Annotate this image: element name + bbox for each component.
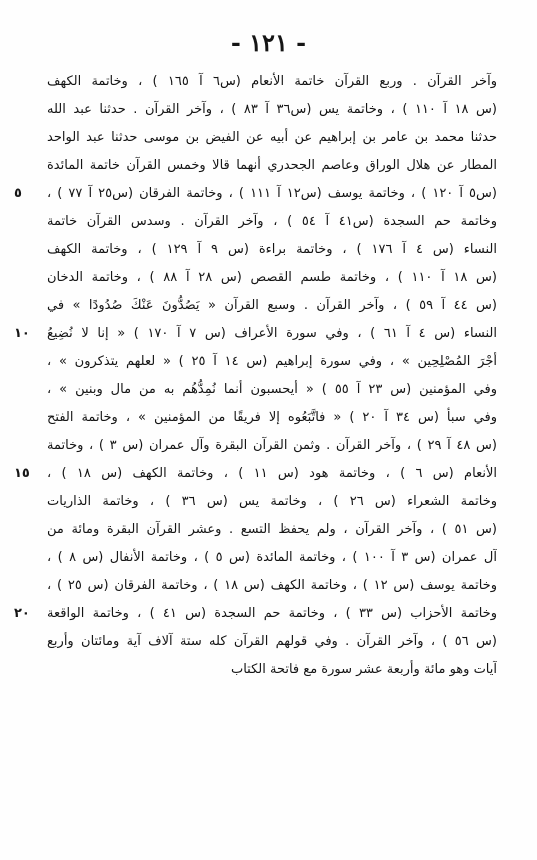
text-line-4: المطار عن هلال الوراق وعاصم الجحدري أنهما قالا وخمس القرآن خاتمة المائدة xyxy=(47,158,497,173)
text-line-14: (س ٤٨ آ ٢٩ ) ، وآخر القرآن . وثمن القرآن البقرة وآل عمران (س ٣ ) ، وخاتمة xyxy=(47,438,497,453)
text-line-20: وخاتمة الأحزاب (س ٣٣ ) ، وخاتمة حم السجدة (س ٤١ ) ، وخاتمة الواقعة xyxy=(47,606,497,621)
text-line-10: النساء (س ٤ آ ٦١ ) ، وفي سورة الأعراف (س ٧ آ ١٧٠ ) « إنا لا نُضِيعُ xyxy=(47,326,497,341)
text-line-6: وخاتمة حم السجدة (س٤١ آ ٥٤ ) ، وآخر القرآن . وسدس القرآن خاتمة xyxy=(47,214,497,229)
show-through-text-line-2 xyxy=(92,792,262,812)
text-line-21: (س ٥٦ ) ، وآخر القرآن . وفي قولهم القرآن كله ستة آلاف آية ومائتان وأربع xyxy=(47,634,497,649)
line-number-marker-10: ١٠ xyxy=(14,326,30,341)
text-line-17: (س ٥١ ) ، وآخر القرآن ، ولم يحفظ التسع . وعشر القرآن البقرة ومائة من xyxy=(47,522,497,537)
text-line-3: حدثنا محمد بن عامر بن إبراهيم عن أبيه عن الفيض بن موسى حدثنا عبد الواحد xyxy=(47,130,497,145)
text-line-13: وفي سبأ (س ٣٤ آ ٢٠ ) « فاتَّبَعُوه إلا فريقًا من المؤمنين » ، وخاتمة الفتح xyxy=(47,410,497,425)
page-number: - ١٢١ - xyxy=(230,28,307,57)
line-number-marker-15: ١٥ xyxy=(14,466,30,481)
text-line-1: وآخر القرآن . وربع القرآن خاتمة الأنعام (س٦ آ ١٦٥ ) ، وخاتمة الكهف xyxy=(47,74,497,89)
line-number-marker-20: ٢٠ xyxy=(14,606,30,621)
text-line-12: وفي المؤمنين (س ٢٣ آ ٥٥ ) « أيحسبون أنما نُمِدُّهُم به من مال وبنين » ، xyxy=(47,382,497,397)
text-line-18: آل عمران (س ٣ آ ١٠٠ ) ، وخاتمة المائدة (س ٥ ) ، وخاتمة الأنفال (س ٨ ) ، xyxy=(47,550,497,565)
text-line-9: (س ٤٤ آ ٥٩ ) ، وآخر القرآن . وسبع القرآن « يَصُدُّونَ عَنْكَ صُدُودًا » في xyxy=(47,298,497,313)
text-line-11: أجْرَ المُصْلِحِين » ، وفي سورة إبراهيم (س ١٤ آ ٢٥ ) « لعلهم يتذكرون » ، xyxy=(47,354,497,369)
text-line-7: النساء (س ٤ آ ١٧٦ ) ، وخاتمة براءة (س ٩ آ ١٢٩ ) ، وخاتمة الكهف xyxy=(47,242,497,257)
text-line-15: الأنعام (س ٦ ) ، وخاتمة هود (س ١١ ) ، وخاتمة الكهف (س ١٨ ) ، xyxy=(47,466,497,481)
text-line-5: (س٥ آ ١٢٠ ) ، وخاتمة يوسف (س١٢ آ ١١١ ) ، وخاتمة الفرقان (س٢٥ آ ٧٧ ) ، xyxy=(47,186,497,201)
line-number-marker-5: ٥ xyxy=(14,186,22,201)
text-line-22: آيات وهو مائة وأربعة عشر سورة مع فاتحة الكتاب xyxy=(230,662,497,677)
show-through-text-line-1 xyxy=(92,772,262,792)
text-line-16: وخاتمة الشعراء (س ٢٦ ) ، وخاتمة يس (س ٣٦ ) ، وخاتمة الذاريات xyxy=(47,494,497,509)
text-line-8: (س ١٨ آ ١١٠ ) ، وخاتمة طسم القصص (س ٢٨ آ ٨٨ ) ، وخاتمة الدخان xyxy=(47,270,497,285)
text-line-2: (س ١٨ آ ١١٠ ) ، وخاتمة يس (س٣٦ آ ٨٣ ) ، وآخر القرآن . حدثنا عبد الله xyxy=(47,102,497,117)
show-through-text-line-3 xyxy=(92,812,262,832)
text-line-19: وخاتمة يوسف (س ١٢ ) ، وخاتمة الكهف (س ١٨ ) ، وخاتمة الفرقان (س ٢٥ ) ، xyxy=(47,578,497,593)
